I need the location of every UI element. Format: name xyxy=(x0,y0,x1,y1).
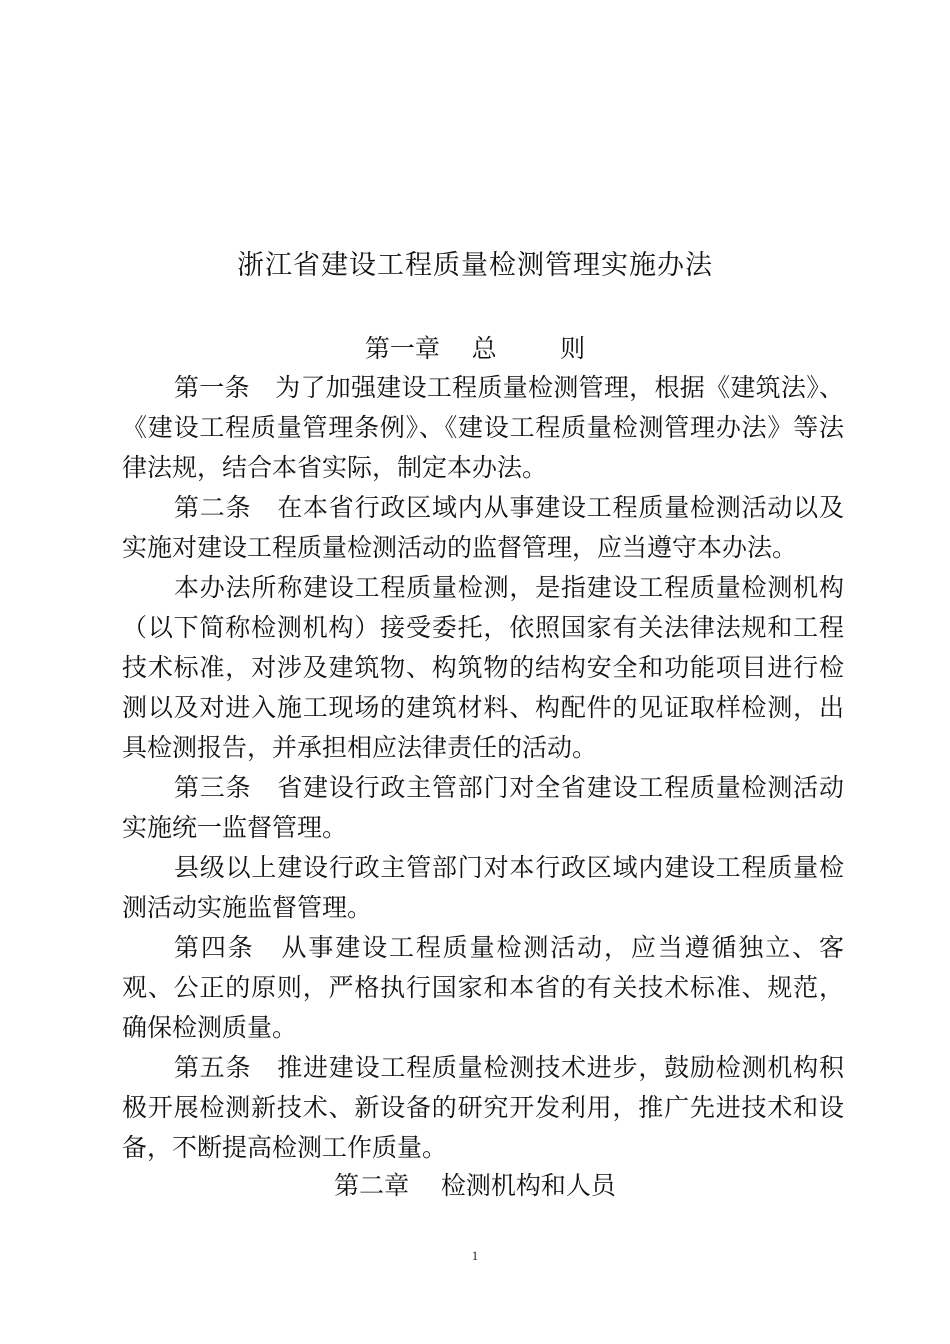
chapter-heading-1: 第一章 总 则 xyxy=(364,334,586,363)
article-2: 第二条 在本省行政区域内从事建设工程质量检测活动以及实施对建设工程质量检测活动的监督管理，应当遵守本办法。 xyxy=(122,493,844,562)
article-1: 第一条 为了加强建设工程质量检测管理，根据《建筑法》、《建设工程质量管理条例》、《建设工程质量检测管理办法》等法律法规，结合本省实际，制定本办法。 xyxy=(122,373,844,482)
article-4: 第四条 从事建设工程质量检测活动，应当遵循独立、客观、公正的原则，严格执行国家和本省的有关技术标准、规范，确保检测质量。 xyxy=(122,933,844,1042)
paragraph-definition: 本办法所称建设工程质量检测，是指建设工程质量检测机构（以下简称检测机构）接受委托，依照国家有关法律法规和工程技术标准，对涉及建筑物、构筑物的结构安全和功能项目进行检测以及对进入施工现场的建筑材料、构配件的见证取样检测，出具检测报告，并承担相应法律责任的活动。 xyxy=(122,573,844,762)
chapter-heading-2: 第二章 检测机构和人员 xyxy=(334,1171,616,1200)
article-3: 第三条 省建设行政主管部门对全省建设工程质量检测活动实施统一监督管理。 xyxy=(122,773,844,842)
page-number: 1 xyxy=(471,1248,479,1263)
article-5: 第五条 推进建设工程质量检测技术进步，鼓励检测机构积极开展检测新技术、新设备的研究开发利用，推广先进技术和设备，不断提高检测工作质量。 xyxy=(122,1053,844,1162)
paragraph-county-supervision: 县级以上建设行政主管部门对本行政区域内建设工程质量检测活动实施监督管理。 xyxy=(122,853,844,922)
document-title: 浙江省建设工程质量检测管理实施办法 xyxy=(237,250,713,281)
